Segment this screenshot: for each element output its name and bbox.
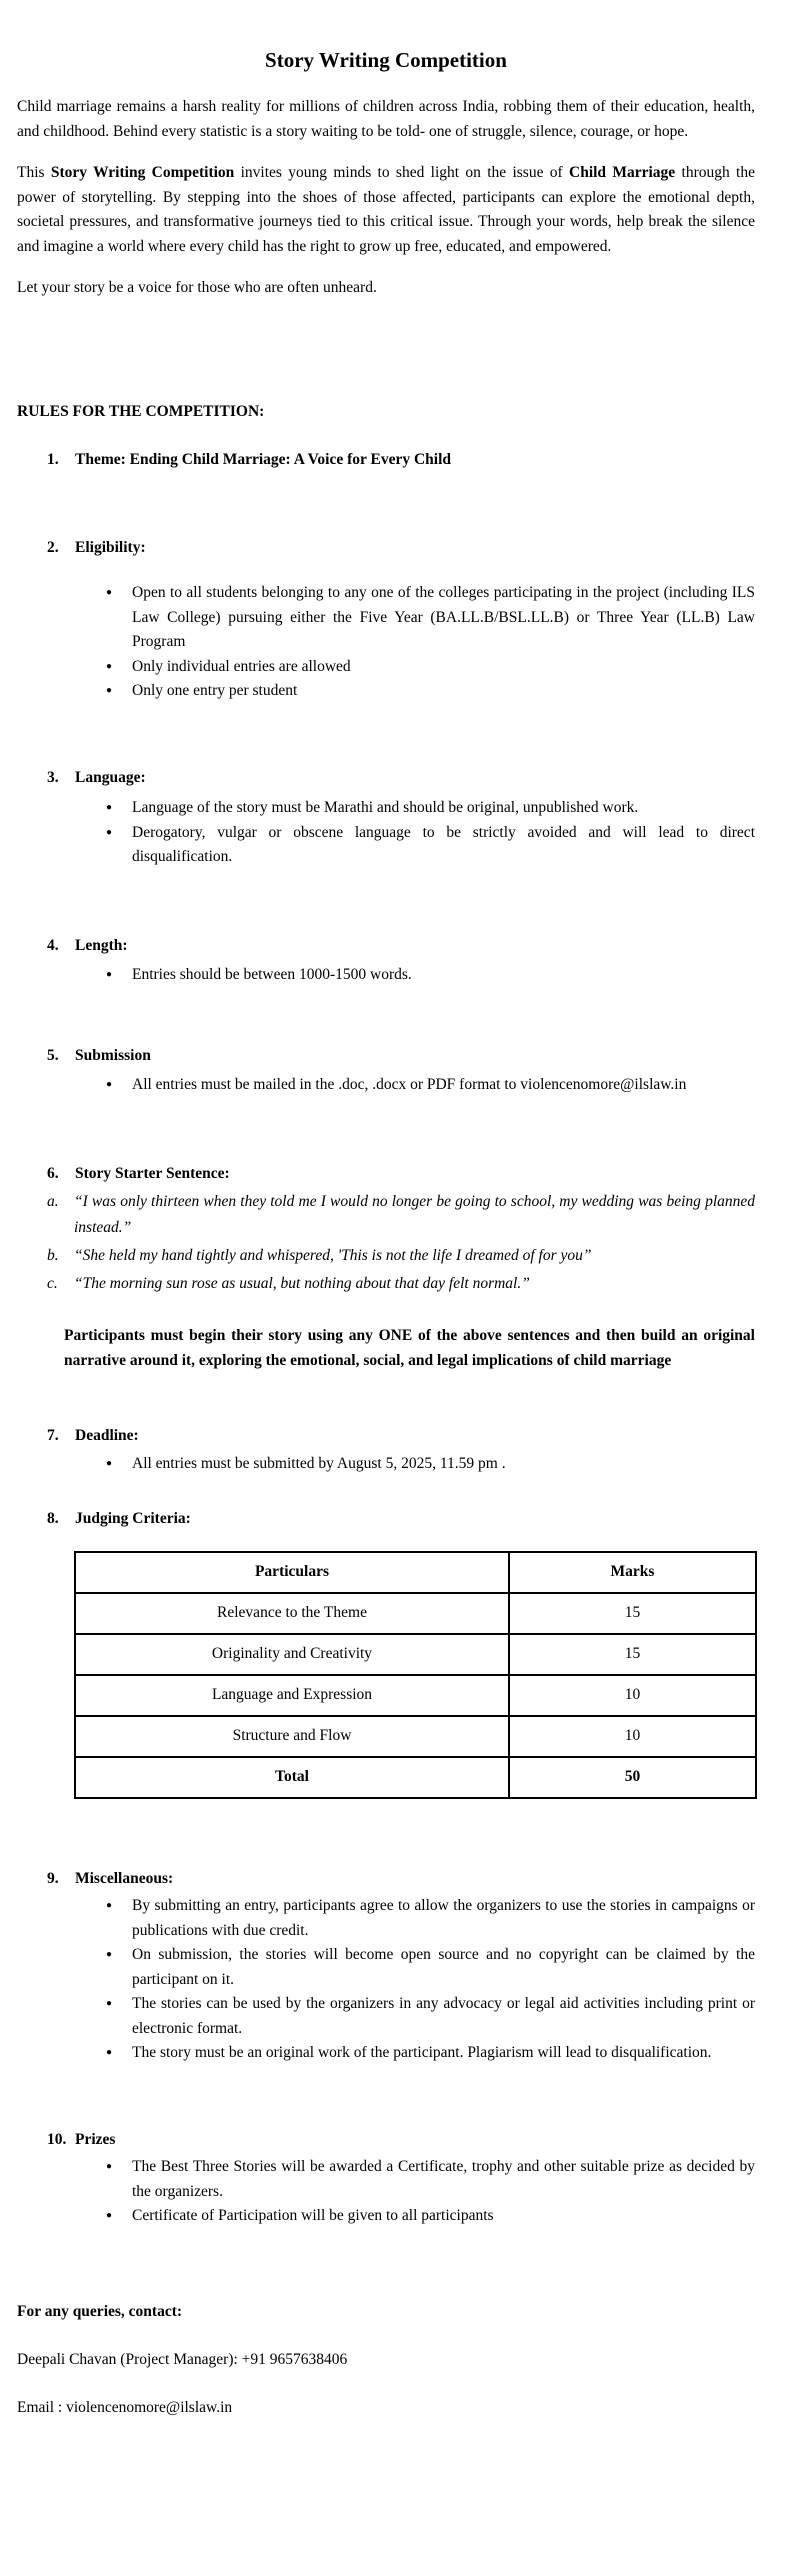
table-header-row	[75, 1552, 756, 1593]
bullet-icon: ●	[106, 685, 113, 696]
bullet-icon: ●	[106, 969, 113, 980]
bullet-item	[106, 821, 755, 870]
bullet-item	[106, 963, 755, 988]
intro-paragraph-1: Child marriage remains a harsh reality for millions of children across India, robbing them of their education, health, and childhood. Behind every statistic is a story waiting to be told- one of struggle, silence, courage, or hope.	[17, 98, 755, 140]
rule-item-story-starter	[47, 1162, 755, 1187]
rule-heading: Eligibility:	[75, 538, 146, 556]
table-cell: 15	[509, 1634, 756, 1675]
bullet-icon: ●	[106, 660, 113, 672]
rule-number: 5.	[47, 1046, 59, 1064]
bullet-item	[106, 796, 755, 821]
intro-p2-bold-competition: Story Writing Competition	[50, 164, 235, 181]
starter-item	[47, 1189, 755, 1241]
rule-heading: Story Starter Sentence:	[75, 1164, 230, 1182]
rule-heading: Length:	[75, 936, 128, 954]
rule-heading: Prizes	[75, 2130, 116, 2148]
table-cell: Structure and Flow	[75, 1716, 509, 1757]
starter-text: “The morning sun rose as usual, but nothing about that day felt normal.”	[74, 1275, 530, 1292]
rule-number: 10.	[47, 2130, 67, 2148]
table-header-cell: Particulars	[75, 1552, 509, 1593]
table-cell: 50	[509, 1757, 756, 1798]
bullet-text: The Best Three Stories will be awarded a Certificate, trophy and other suitable prize as decided by the organizers.	[132, 2158, 755, 2200]
bullet-icon: ●	[106, 1457, 113, 1469]
rule-item-deadline	[47, 1424, 755, 1449]
bullet-icon: ●	[106, 2210, 113, 2221]
rule-heading: Miscellaneous:	[75, 1869, 174, 1887]
bullet-text: Only individual entries are allowed	[132, 657, 351, 675]
bullet-text: Certificate of Participation will be given to all participants	[132, 2207, 494, 2224]
bullet-text: By submitting an entry, participants agree to allow the organizers to use the stories in campaigns or publications with due credit.	[132, 1897, 755, 1939]
rule-number: 4.	[47, 936, 59, 954]
intro-p2-text: This	[17, 164, 51, 181]
bullet-item	[106, 1452, 755, 1477]
bullet-text: All entries must be mailed in the .doc, .docx or PDF format to violencenomore@ilslaw.in	[132, 1076, 687, 1093]
table-cell: Total	[75, 1757, 509, 1798]
table-row	[75, 1593, 756, 1634]
intro-paragraph-2	[17, 161, 755, 259]
rule-item-miscellaneous	[47, 1867, 755, 1892]
bullet-icon: ●	[106, 2047, 113, 2058]
bullet-item	[106, 655, 755, 680]
intro-p2-text: invites young minds to shed light on the issue of	[234, 164, 569, 181]
table-cell: Language and Expression	[75, 1675, 509, 1716]
rule-heading: Language:	[75, 768, 146, 786]
bullet-item	[106, 2204, 755, 2229]
bullet-item	[106, 1894, 755, 1943]
contact-email-line: Email : violencenomore@ilslaw.in	[17, 2398, 233, 2416]
rule-item-eligibility	[47, 536, 755, 561]
rule-item-theme	[47, 448, 755, 473]
intro-p2-bold-child-marriage: Child Marriage	[569, 164, 676, 181]
rule-heading: Judging Criteria:	[75, 1510, 191, 1527]
rule-item-judging-criteria	[47, 1507, 755, 1532]
rule-item-length	[47, 934, 755, 959]
rule-number: 3.	[47, 768, 59, 786]
table-header-cell: Marks	[509, 1552, 756, 1593]
rule-heading: Deadline:	[75, 1427, 139, 1444]
rule-number: 9.	[47, 1869, 59, 1887]
intro-p2-text: through the power of storytelling. By stepping into the shoes of those affected, participants can explore the emotional depth, societal pressures, and transformative journeys tied to this critical issue. Through your words, help break the silence and imagine a world where every child has the right to grow up free, educated, and empowered.	[17, 164, 755, 255]
bullet-icon: ●	[106, 1949, 113, 1960]
bullet-icon: ●	[106, 1998, 113, 2009]
bullet-item	[106, 679, 755, 704]
bullet-text: The stories can be used by the organizers in any advocacy or legal aid activities including print or electronic format.	[132, 1995, 755, 2037]
table-total-row	[75, 1757, 756, 1798]
bullet-item	[106, 1992, 755, 2041]
bullet-text: Entries should be between 1000-1500 words.	[132, 966, 412, 983]
table-cell: 10	[509, 1716, 756, 1757]
bullet-text: The story must be an original work of the participant. Plagiarism will lead to disqualification.	[132, 2044, 712, 2061]
bullet-icon: ●	[106, 826, 113, 838]
rule-number: 7.	[47, 1427, 59, 1444]
contact-phone-line: Deepali Chavan (Project Manager): +91 9657638406	[17, 2351, 348, 2368]
bullet-icon: ●	[106, 1079, 113, 1090]
bullet-icon: ●	[106, 587, 113, 598]
starter-letter: a.	[47, 1193, 59, 1210]
bullet-item	[106, 2041, 755, 2066]
starter-note-paragraph: Participants must begin their story using any ONE of the above sentences and then build an original narrative around it, exploring the emotional, social, and legal implications of child marriage	[64, 1327, 755, 1369]
bullet-text: All entries must be submitted by August 5, 2025, 11.59 pm .	[132, 1454, 506, 1472]
starter-text: “I was only thirteen when they told me I would no longer be going to school, my wedding was being planned instead.”	[74, 1193, 755, 1236]
bullet-item	[106, 581, 755, 655]
bullet-item	[106, 1073, 755, 1098]
rule-number: 6.	[47, 1164, 59, 1182]
table-row	[75, 1634, 756, 1675]
bullet-text: On submission, the stories will become open source and no copyright can be claimed by the participant on it.	[132, 1946, 755, 1988]
starter-text: “She held my hand tightly and whispered, 'This is not the life I dreamed of for you”	[74, 1247, 592, 1264]
contact-heading: For any queries, contact:	[17, 2302, 183, 2320]
rule-heading: Submission	[75, 1046, 151, 1064]
bullet-item	[106, 1943, 755, 1992]
starter-item	[47, 1243, 755, 1269]
bullet-text: Language of the story must be Marathi and should be original, unpublished work.	[132, 799, 639, 816]
rule-number: 2.	[47, 538, 59, 556]
intro-paragraph-3: Let your story be a voice for those who are often unheard.	[17, 279, 377, 296]
table-cell: Originality and Creativity	[75, 1634, 509, 1675]
bullet-icon: ●	[106, 1900, 113, 1911]
starter-letter: c.	[47, 1275, 58, 1292]
table-row	[75, 1675, 756, 1716]
rule-item-submission	[47, 1044, 755, 1069]
rule-number: 1.	[47, 451, 59, 468]
table-cell: 10	[509, 1675, 756, 1716]
table-cell: Relevance to the Theme	[75, 1593, 509, 1634]
bullet-text: Only one entry per student	[132, 682, 298, 699]
page-title: Story Writing Competition	[265, 48, 507, 72]
bullet-icon: ●	[106, 2161, 113, 2172]
starter-item	[47, 1271, 755, 1297]
rule-item-language	[47, 766, 755, 791]
judging-table	[74, 1551, 757, 1799]
starter-letter: b.	[47, 1247, 59, 1264]
bullet-item	[106, 2155, 755, 2204]
rule-heading: Theme: Ending Child Marriage: A Voice for Every Child	[75, 451, 452, 468]
bullet-text: Open to all students belonging to any one of the colleges participating in the project (including ILS Law College) pursuing either the Five Year (BA.LL.B/BSL.LL.B) or Three Year (LL.B) Law Program	[132, 584, 755, 650]
table-cell: 15	[509, 1593, 756, 1634]
rule-item-prizes	[47, 2128, 755, 2153]
rules-heading: RULES FOR THE COMPETITION:	[17, 402, 265, 420]
table-row	[75, 1716, 756, 1757]
rule-number: 8.	[47, 1510, 59, 1527]
bullet-icon: ●	[106, 802, 113, 813]
bullet-text: Derogatory, vulgar or obscene language to be strictly avoided and will lead to direct disqualification.	[132, 823, 755, 865]
